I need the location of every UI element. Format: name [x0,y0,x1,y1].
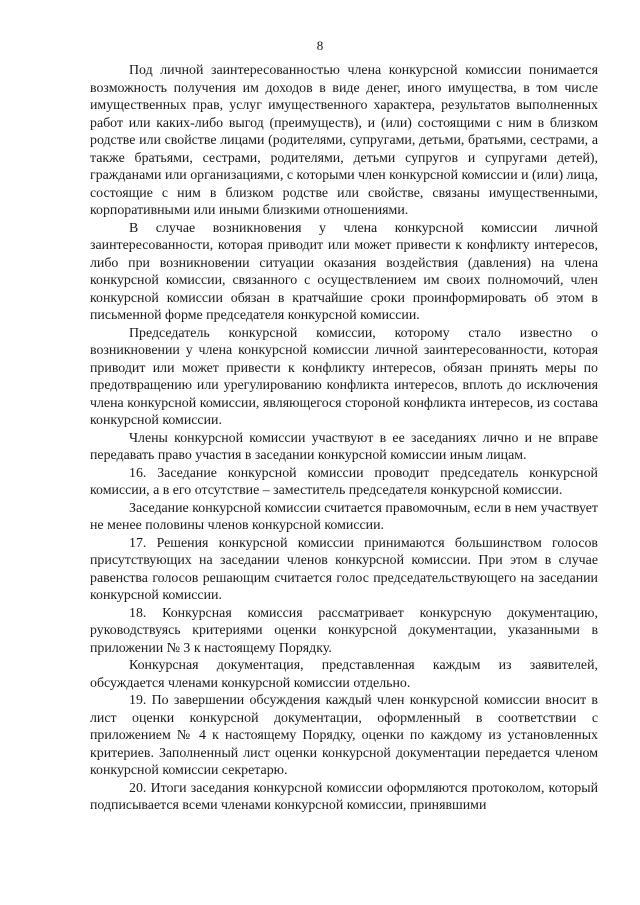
paragraph-conflict-notification: В случае возникновения у члена конкурсной комиссии личной заинтересованности, которая приводит или может привести к конфликту интересов, либо при возникновении ситуации оказания воздействия (давления) на члена конкурсной комиссии, связанного с осуществлением им своих полномочий, член конкурсной комиссии обязан в кратчайшие сроки проинформировать об этом в письменной форме председателя конкурсной комиссии. [90,220,598,323]
paragraph-personal-participation: Члены конкурсной комиссии участвуют в ее заседаниях лично и не вправе передавать право участия в заседании конкурсной комиссии иным лицам. [90,430,598,463]
paragraph-quorum: Заседание конкурсной комиссии считается правомочным, если в нем участвует не менее половины членов конкурсной комиссии. [90,500,598,533]
paragraph-item-16: 16. Заседание конкурсной комиссии проводит председатель конкурсной комиссии, а в его отсутствие – заместитель председателя конкурсной комиссии. [90,465,598,498]
paragraph-chair-measures: Председатель конкурсной комиссии, которому стало известно о возникновении у члена конкурсной комиссии личной заинтересованности, которая приводит или может привести к конфликту интересов, обязан принять меры по предотвращению или урегулированию конфликта интересов, вплоть до исключения члена конкурсной комиссии, являющегося стороной конфликта интересов, из состава конкурсной комиссии. [90,325,598,428]
paragraph-personal-interest: Под личной заинтересованностью члена конкурсной комиссии понимается возможность получения им доходов в виде денег, иного имущества, в том числе имущественных прав, услуг имущественного характера, результатов выполненных работ или каких-либо выгод (преимуществ), и (или) состоящими с ним в близком родстве или свойстве лицами (родителями, супругами, детьми, братьями, сестрами, а также братьями, сестрами, родителями, детьми супругов и супругами детей), гражданами или организациями, с которыми член конкурсной комиссии и (или) лица, состоящие с ним в близком родстве или свойстве, связаны имущественными, корпоративными или иными близкими отношениями. [90,63,598,218]
document-body [90,62,598,815]
paragraph-item-17: 17. Решения конкурсной комиссии принимаются большинством голосов присутствующих на заседании членов конкурсной комиссии. При этом в случае равенства голосов решающим считается голос председательствующего на заседании конкурсной комиссии. [90,535,598,603]
paragraph-item-19: 19. По завершении обсуждения каждый член конкурсной комиссии вносит в лист оценки конкурсной документации, оформленный в соответствии с приложением № 4 к настоящему Порядку, оценки по каждому из установленных критериев. Заполненный лист оценки конкурсной документации передается членом конкурсной комиссии секретарю. [90,693,598,778]
paragraph-documentation-discussion: Конкурсная документация, представленная каждым из заявителей, обсуждается членами конкурсной комиссии отдельно. [90,658,598,691]
page-number: 8 [316,38,324,53]
paragraph-item-20: 20. Итоги заседания конкурсной комиссии оформляются протоколом, который подписывается всеми членами конкурсной комиссии, принявшими [90,780,598,813]
paragraph-item-18: 18. Конкурсная комиссия рассматривает конкурсную документацию, руководствуясь критериями оценки конкурсной документации, указанными в приложении № 3 к настоящему Порядку. [90,605,598,656]
